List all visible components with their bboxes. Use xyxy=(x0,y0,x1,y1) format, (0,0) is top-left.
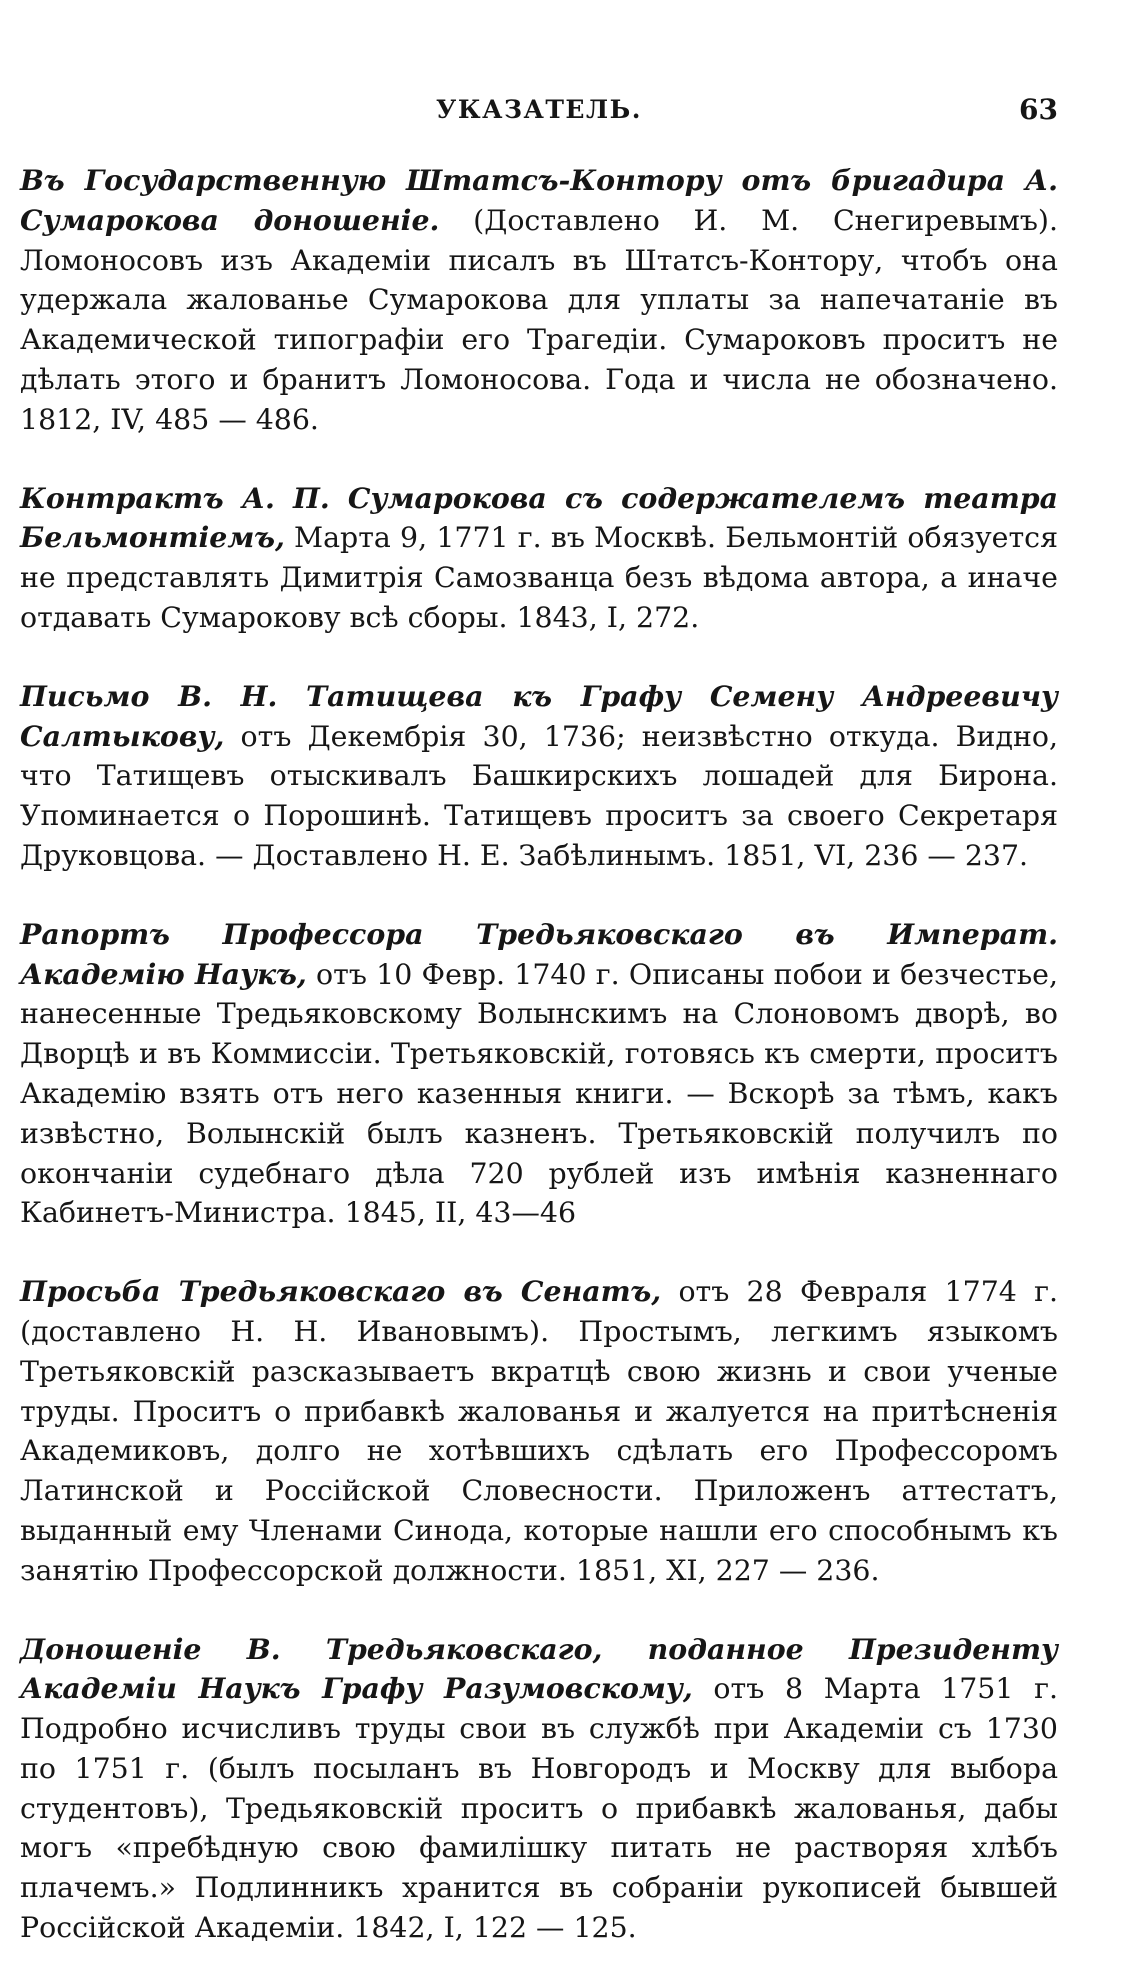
page-number: 63 xyxy=(1019,93,1058,126)
entry-body: отъ 10 Февр. 1740 г. Описаны побои и безчестье, нанесенные Тредьяковскому Волынскимъ на Слоновомъ дворѣ, во Дворцѣ и въ Коммиссіи. Третьяковскій, готовясь къ смерти, проситъ Академію взять отъ него казенныя книги. — Вскорѣ за тѣмъ, какъ извѣстно, Волынскій былъ казненъ. Третьяковскій получилъ по окончаніи судебнаго дѣла 720 рублей изъ имѣнія казненнаго Кабинетъ-Министра. 1845, II, 43—46 xyxy=(20,957,1058,1230)
entry-title: Контрактъ А. П. Сумарокова съ содержателемъ театра Бельмонтіемъ, xyxy=(20,480,1058,555)
entry-body: отъ 28 Февраля 1774 г. (доставлено Н. Н. Ивановымъ). Простымъ, легкимъ языкомъ Третьяковскій разсказываетъ вкратцѣ свою жизнь и свои ученые труды. Проситъ о прибавкѣ жалованья и жалуется на притѣсненія Академиковъ, долго не хотѣвшихъ сдѣлать его Профессоромъ Латинской и Россійской Словесности. Приложенъ аттестатъ, выданный ему Членами Синода, которые нашли его способнымъ къ занятію Профессорской должности. 1851, XI, 227 — 236. xyxy=(20,1275,1058,1587)
entry-body: Марта 9, 1771 г. въ Москвѣ. Бельмонтій обязуется не представлять Димитрія Самозванца безъ вѣдома автора, а иначе отдавать Сумарокову всѣ сборы. 1843, I, 272. xyxy=(20,521,1058,634)
index-entry xyxy=(20,1272,1058,1590)
entry-body: отъ 8 Марта 1751 г. Подробно исчисливъ труды свои въ службѣ при Академіи съ 1730 по 1751 г. (былъ посыланъ въ Новгородъ и Москву для выбора студентовъ), Тредьяковскій проситъ о прибавкѣ жалованья, дабы могъ «пребѣдную свою фамилішку питать не растворяя хлѣбъ плачемъ.» Подлинникъ хранится въ собраніи рукописей бывшей Россійской Академіи. 1842, I, 122 — 125. xyxy=(20,1672,1058,1945)
entry-body: отъ Декембрія 30, 1736; неизвѣстно откуда. Видно, что Татищевъ отыскивалъ Башкирскихъ лошадей для Бирона. Упоминается о Порошинѣ. Татищевъ проситъ за своего Секретаря Друковцова. — Доставлено Н. Е. Забѣлинымъ. 1851, VI, 236 — 237. xyxy=(20,719,1058,872)
index-entry xyxy=(20,1630,1058,1948)
running-head: УКАЗАТЕЛЬ. xyxy=(436,95,642,124)
entry-title: Доношеніе В. Тредьяковскаго, поданное Президенту Академіи Наукъ Графу Разумовскому, xyxy=(20,1631,1058,1706)
entry-title: Въ Государственную Штатсъ-Контору отъ бригадира А. Сумарокова доношеніе. xyxy=(20,163,1058,237)
entry-title: Просьба Тредьяковскаго въ Сенатъ, xyxy=(20,1274,662,1309)
index-entry xyxy=(20,915,1058,1233)
entry-title: Рапортъ Профессора Тредьяковскаго въ Императ. Академію Наукъ, xyxy=(20,916,1058,991)
page-header xyxy=(20,95,1058,135)
index-entry xyxy=(20,677,1058,876)
index-entry xyxy=(20,479,1058,638)
book-page xyxy=(20,95,1058,1987)
entry-title: Письмо В. Н. Татищева къ Графу Семену Андреевичу Салтыкову, xyxy=(20,678,1058,753)
index-entry xyxy=(20,161,1058,440)
entry-body: (Доставлено И. М. Снегиревымъ). Ломоносовъ изъ Академіи писалъ въ Штатсъ-Контору, чтобъ она удержала жалованье Сумарокова для уплаты за напечатаніе въ Академической типографіи его Трагедіи. Сумароковъ проситъ не дѣлать этого и бранитъ Ломоносова. Года и числа не обозначено. 1812, IV, 485 — 486. xyxy=(20,203,1058,436)
